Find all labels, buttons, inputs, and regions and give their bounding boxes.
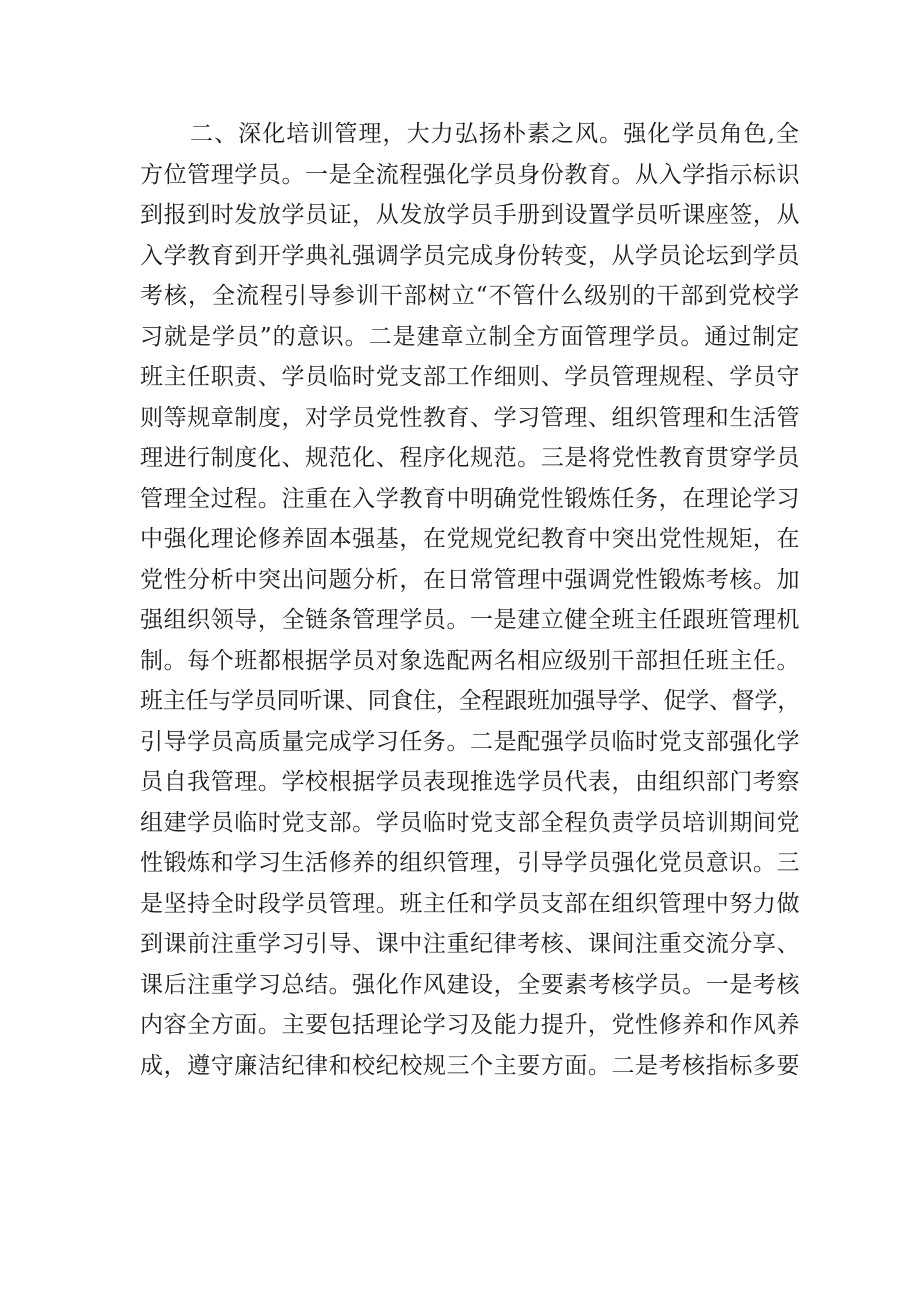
body-paragraph bbox=[140, 114, 800, 1086]
text-line: 引导学员高质量完成学习任务。二是配强学员临时党支部强化学 bbox=[140, 728, 800, 755]
text-line: 到报到时发放学员证，从发放学员手册到设置学员听课座签，从 bbox=[140, 202, 800, 228]
text-line: 理进行制度化、规范化、程序化规范。三是将党性教育贯穿学员 bbox=[140, 445, 800, 471]
text-line: 是坚持全时段学员管理。班主任和学员支部在组织管理中努力做 bbox=[140, 890, 800, 917]
text-line: 员自我管理。学校根据学员表现推选学员代表，由组织部门考察 bbox=[140, 769, 800, 795]
text-line: 方位管理学员。一是全流程强化学员身份教育。从入学指示标识 bbox=[140, 161, 800, 188]
text-line: 组建学员临时党支部。学员临时党支部全程负责学员培训期间党 bbox=[140, 809, 800, 836]
text-line: 课后注重学习总结。强化作风建设，全要素考核学员。一是考核 bbox=[140, 971, 800, 998]
text-line: 内容全方面。主要包括理论学习及能力提升，党性修养和作风养 bbox=[140, 1012, 800, 1038]
text-line: 入学教育到开学典礼强调学员完成身份转变，从学员论坛到学员 bbox=[140, 242, 800, 269]
text-line: 成，遵守廉洁纪律和校纪校规三个主要方面。二是考核指标多要 bbox=[140, 1052, 800, 1079]
text-line: 二、深化培训管理，大力弘扬朴素之风。强化学员角色,全 bbox=[190, 121, 800, 147]
text-line: 则等规章制度，对学员党性教育、学习管理、组织管理和生活管 bbox=[140, 404, 800, 431]
text-line: 党性分析中突出问题分析，在日常管理中强调党性锻炼考核。加 bbox=[140, 566, 800, 593]
text-line: 强组织领导，全链条管理学员。一是建立健全班主任跟班管理机 bbox=[140, 607, 800, 633]
text-line: 性锻炼和学习生活修养的组织管理，引导学员强化党员意识。三 bbox=[140, 850, 800, 876]
text-line: 班主任职责、学员临时党支部工作细则、学员管理规程、学员守 bbox=[140, 364, 800, 390]
text-line: 到课前注重学习引导、课中注重纪律考核、课间注重交流分享、 bbox=[140, 931, 800, 957]
text-line: 习就是学员”的意识。二是建章立制全方面管理学员。通过制定 bbox=[140, 323, 800, 350]
text-line: 考核，全流程引导参训干部树立“不管什么级别的干部到党校学 bbox=[140, 283, 800, 309]
text-line: 中强化理论修养固本强基，在党规党纪教育中突出党性规矩，在 bbox=[140, 526, 800, 552]
text-line: 制。每个班都根据学员对象选配两名相应级别干部担任班主任。 bbox=[140, 647, 800, 674]
text-line: 班主任与学员同听课、同食住，全程跟班加强导学、促学、督学， bbox=[140, 688, 800, 714]
text-line: 管理全过程。注重在入学教育中明确党性锻炼任务，在理论学习 bbox=[140, 485, 800, 512]
